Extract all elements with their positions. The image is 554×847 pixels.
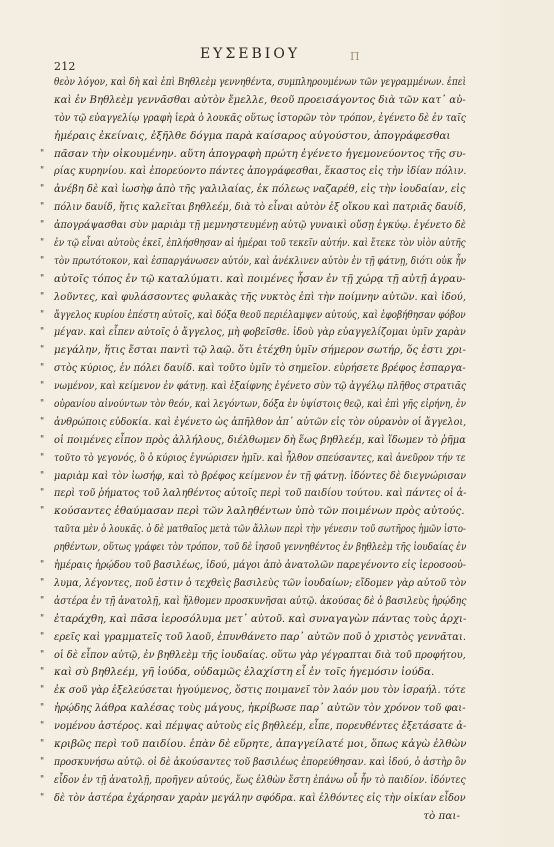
quotation-mark: " xyxy=(40,721,45,732)
line-text: ἐταράχθη, καὶ πᾶσα ἱεροσόλυμα μετ᾿ αὐτοῦ. καὶ συναγαγὼν πάντας τοὺς ἀρχι- xyxy=(54,612,467,625)
line-text: αὐτοῖς τόπος ἐν τῷ καταλύματι. καὶ ποιμένες ἦσαν ἐν τῇ χώρᾳ τῇ αὐτῇ ἀγραυ- xyxy=(54,272,466,285)
quotation-mark: " xyxy=(40,381,45,392)
line-text: περὶ τοῦ ῥήματος τοῦ λαληθέντος αὐτοῖς περὶ τοῦ παιδίου τούτου. καὶ πάντες οἱ ἀ- xyxy=(54,487,467,500)
text-line xyxy=(40,718,467,736)
line-text: μέγαν. καὶ εἶπεν αὐτοῖς ὁ ἄγγελος, μὴ φοβεῖσθε. ἰδοὺ γὰρ εὐαγγελίζομαι ὑμῖν χαρὰν xyxy=(54,326,466,339)
text-line xyxy=(40,629,467,647)
line-text: λυμα, λέγοντες, ποῦ ἐστιν ὁ τεχθεὶς βασιλεὺς τῶν ἰουδαίων; εἴδομεν γὰρ αὐτοῦ τὸν xyxy=(54,576,467,589)
line-text: ἡμέραις ἡρῴδου τοῦ βασιλέως, ἰδού, μάγοι ἀπὸ ἀνατολῶν παρεγένοντο εἰς ἱεροσοοὐ- xyxy=(54,559,466,572)
text-line xyxy=(40,664,466,682)
page-number: 212 xyxy=(54,60,76,73)
text-line xyxy=(40,378,467,396)
quotation-mark: " xyxy=(40,649,45,660)
text-line xyxy=(40,485,467,503)
quotation-mark: " xyxy=(40,220,45,231)
line-text: νομένου ἀστέρος. καὶ πέμψας αὐτοὺς εἰς βηθλεέμ, εἶπε, πορευθέντες ἐξετάσατε ἀ- xyxy=(54,720,467,733)
line-text: ἀνθρώποις εὐδοκία. καὶ ἐγένετο ὡς ἀπῆλθον ἀπ᾿ αὐτῶν εἰς τὸν οὐρανὸν οἱ ἄγγελοι, xyxy=(54,415,467,428)
line-text: εἶδον ἐν τῇ ἀνατολῇ, προῆγεν αὐτούς, ἕως ἐλθὼν ἔστη ἐπάνω οὗ ἦν τὸ παιδίον. ἰδόντες xyxy=(54,773,466,786)
text-line xyxy=(40,450,466,468)
quotation-mark: " xyxy=(40,774,45,785)
line-text: τὸν τῷ εὐαγγελίῳ γραφὴ ἱερὰ ὁ λουκᾶς οὕτως ἱστορῶν τὸν τρόπον, ἐγένετο δὲ ἐν ταῖς xyxy=(54,111,466,124)
text-line xyxy=(40,235,466,253)
text-line xyxy=(40,360,466,378)
text-line xyxy=(40,307,466,325)
quotation-mark: " xyxy=(40,560,45,571)
text-line xyxy=(40,772,466,790)
text-line xyxy=(40,575,467,593)
quotation-mark: " xyxy=(40,577,45,588)
text-line xyxy=(54,128,466,146)
text-line xyxy=(40,271,466,289)
line-text: προσκυνήσω αὐτῷ. οἱ δὲ ἀκούσαντες τοῦ βασιλέως ἐπορεύθησαν. καὶ ἰδού, ὁ ἀστὴρ ὃν xyxy=(54,755,467,768)
line-text: ἐκ σοῦ γὰρ ἐξελεύσεται ἡγούμενος, ὅστις ποιμανεῖ τὸν λαόν μου τὸν ἰσραήλ. τότε xyxy=(54,684,466,697)
text-line xyxy=(54,92,466,110)
text-line xyxy=(40,647,466,665)
line-text: στὸς κύριος, ἐν πόλει δαυίδ. καὶ τοῦτο ὑμῖν τὸ σημεῖον. εὑρήσετε βρέφος ἐσπαργα- xyxy=(54,362,466,375)
quotation-mark: " xyxy=(40,399,45,410)
quotation-mark: " xyxy=(40,613,45,624)
text-line xyxy=(40,682,466,700)
line-text: καὶ ἐν Βηθλεὲμ γεννᾶσθαι αὐτὸν ἔμελλε, θεοῦ προεισάγοντος διὰ τῶν κατ᾿ αὐ- xyxy=(54,93,466,106)
text-line xyxy=(40,557,466,575)
text-line xyxy=(40,199,467,217)
library-stamp: Π xyxy=(350,50,360,63)
quotation-mark: " xyxy=(40,667,45,678)
text-line xyxy=(40,503,466,521)
text-line xyxy=(40,342,466,360)
line-text: τοῦτο τὸ γεγονός, ὃ ὁ κύριος ἐγνώρισεν ἡμῖν. καὶ ἦλθον σπεύσαντες, καὶ ἀνεῦρον τήν τε xyxy=(54,451,466,464)
running-head: ΕΥΣΕΒΙΟΥ xyxy=(199,46,301,62)
quotation-mark: " xyxy=(40,738,45,749)
quotation-mark: " xyxy=(40,166,45,177)
body-text xyxy=(40,74,467,825)
quotation-mark: " xyxy=(40,363,45,374)
line-text: ρηθέντων, οὕτως γράφει τὸν τρόπον, τοῦ δὲ ἰησοῦ γεννηθέντος ἐν βηθλεὲμ τῆς ἰουδαίας ἐν xyxy=(54,541,467,554)
text-line xyxy=(54,74,466,92)
quotation-mark: " xyxy=(40,452,45,463)
line-text: τὸ παι- xyxy=(423,809,460,822)
text-line xyxy=(40,396,467,414)
quotation-mark: " xyxy=(40,327,45,338)
quotation-mark: " xyxy=(40,434,45,445)
quotation-mark: " xyxy=(40,184,45,195)
line-text: μεγάλην, ἥτις ἔσται παντὶ τῷ λαῷ. ὅτι ἐτέχθη ὑμῖν σήμερον σωτήρ, ὅς ἐστι χρι- xyxy=(54,344,466,357)
quotation-mark: " xyxy=(40,631,45,642)
text-line xyxy=(40,181,466,199)
quotation-mark: " xyxy=(40,595,45,606)
text-line xyxy=(40,324,466,342)
text-line xyxy=(54,539,466,557)
text-line xyxy=(40,414,467,432)
quotation-mark: " xyxy=(40,756,45,767)
text-line xyxy=(54,521,466,539)
line-text: οἱ ποιμένες εἶπον πρὸς ἀλλήλους, διέλθωμεν δὴ ἕως βηθλεέμ, καὶ ἴδωμεν τὸ ῥῆμα xyxy=(54,433,466,446)
page-header xyxy=(0,36,500,73)
quotation-mark: " xyxy=(40,309,45,320)
line-text: δὲ τὸν ἀστέρα ἐχάρησαν χαρὰν μεγάλην σφόδρα. καὶ ἐλθόντες εἰς τὴν οἰκίαν εἶδον xyxy=(54,791,466,804)
quotation-mark: " xyxy=(40,703,45,714)
line-text: ἀπογράψασθαι σὺν μαριὰμ τῇ μεμνηστευμένῃ αὐτῷ γυναικὶ οὔσῃ ἐγκύῳ. ἐγένετο δὲ xyxy=(54,219,466,232)
line-text: ἡρῴδης λάθρα καλέσας τοὺς μάγους, ἠκρίβωσε παρ᾿ αὐτῶν τὸν χρόνον τοῦ φαι- xyxy=(54,702,466,715)
line-text: ἡμέραις ἐκείναις, ἐξῆλθε δόγμα παρὰ καίσαρος αὐγούστου, ἀπογράφεσθαι xyxy=(54,129,451,142)
text-line xyxy=(40,217,466,235)
text-line xyxy=(40,736,467,754)
quotation-mark: " xyxy=(40,238,45,249)
quotation-mark: " xyxy=(40,506,45,517)
line-text: οἱ δὲ εἶπον αὐτῷ, ἐν βηθλεὲμ τῆς ἰουδαίας. οὕτω γὰρ γέγραπται διὰ τοῦ προφήτου, xyxy=(54,648,466,661)
text-line xyxy=(54,110,466,128)
quotation-mark: " xyxy=(40,202,45,213)
line-text: κούσαντες ἐθαύμασαν περὶ τῶν λαληθέντων ὑπὸ τῶν ποιμένων πρὸς αὐτούς. xyxy=(54,505,465,518)
text-line xyxy=(40,754,467,772)
quotation-mark: " xyxy=(40,273,45,284)
line-text: καὶ σὺ βηθλεέμ, γῆ ἰούδα, οὐδαμῶς ἐλαχίστη εἶ ἐν τοῖς ἡγεμόσιν ἰούδα. xyxy=(54,666,435,679)
text-line xyxy=(40,790,466,808)
text-line xyxy=(40,593,467,611)
quotation-mark: " xyxy=(40,255,45,266)
line-text: ἀνέβη δὲ καὶ ἰωσὴφ ἀπὸ τῆς γαλιλαίας, ἐκ πόλεως ναζαρέθ, εἰς τὴν ἰουδαίαν, εἰς xyxy=(54,183,466,196)
line-text: ταῦτα μὲν ὁ λουκᾶς. ὁ δὲ ματθαῖος μετὰ τῶν ἄλλων περὶ τὴν γένεσιν τοῦ σωτῆρος ἡμῶν ἱστο- xyxy=(54,523,466,536)
text-line xyxy=(40,163,467,181)
quotation-mark: " xyxy=(40,148,45,159)
line-text: μαριὰμ καὶ τὸν ἰωσήφ, καὶ τὸ βρέφος κείμενον ἐν τῇ φάτνῃ. ἰδόντες δὲ διεγνώρισαν xyxy=(54,469,467,482)
line-text: λοῦντες, καὶ φυλάσσοντες φυλακὰς τῆς νυκτὸς ἐπὶ τὴν ποίμνην αὐτῶν. καὶ ἰδού, xyxy=(54,290,466,303)
quotation-mark: " xyxy=(40,291,45,302)
line-text: νωμένον, καὶ κείμενον ἐν φάτνῃ. καὶ ἐξαίφνης ἐγένετο σὺν τῷ ἀγγέλῳ πλῆθος στρατιᾶς xyxy=(54,380,467,393)
line-text: ἄγγελος κυρίου ἐπέστη αὐτοῖς, καὶ δόξα θεοῦ περιέλαμψεν αὐτούς, καὶ ἐφοβήθησαν φόβον xyxy=(54,308,466,321)
line-text: πόλιν δαυίδ, ἥτις καλεῖται βηθλεέμ, διὰ τὸ εἶναι αὐτὸν ἐξ οἴκου καὶ πατριᾶς δαυίδ, xyxy=(54,201,467,214)
quotation-mark: " xyxy=(40,470,45,481)
text-line xyxy=(40,146,466,164)
quotation-mark: " xyxy=(40,685,45,696)
line-text: κριβῶς περὶ τοῦ παιδίου. ἐπὰν δὲ εὕρητε, ἀπαγγείλατέ μοι, ὅπως κἀγὼ ἐλθὼν xyxy=(54,737,467,750)
line-text: οὐρανίου αἰνούντων τὸν θεόν, καὶ λεγόντων, δόξα ἐν ὑψίστοις θεῷ, καὶ ἐπὶ γῆς εἰρήνη, ἐν xyxy=(54,398,467,411)
text-line xyxy=(40,432,466,450)
text-line xyxy=(40,611,467,629)
line-text: ερεῖς καὶ γραμματεῖς τοῦ λαοῦ, ἐπυνθάνετο παρ᾿ αὐτῶν ποῦ ὁ χριστὸς γεννᾶται. xyxy=(54,630,467,643)
text-line xyxy=(54,808,466,826)
line-text: τὸν πρωτότοκον, καὶ ἐσπαργάνωσεν αὐτόν, καὶ ἀνέκλινεν αὐτὸν ἐν τῇ φάτνῃ, διότι οὐκ ἦν xyxy=(54,254,467,267)
text-line xyxy=(40,289,466,307)
line-text: ἐν τῷ εἶναι αὐτοὺς ἐκεῖ, ἐπλήσθησαν αἱ ἡμέραι τοῦ τεκεῖν αὐτήν. καὶ ἔτεκε τὸν υἱὸν αὐτῆς xyxy=(54,237,466,250)
text-line xyxy=(40,468,467,486)
quotation-mark: " xyxy=(40,416,45,427)
line-text: ρίας κυρηνίου. καὶ ἐπορεύοντο πάντες ἀπογράφεσθαι, ἕκαστος εἰς τὴν ἰδίαν πόλιν. xyxy=(54,165,467,178)
line-text: ἀστέρα ἐν τῇ ἀνατολῇ, καὶ ἤλθομεν προσκυνῆσαι αὐτῷ. ἀκούσας δὲ ὁ βασιλεὺς ἡρῴδης xyxy=(54,594,467,607)
quotation-mark: " xyxy=(40,792,45,803)
quotation-mark: " xyxy=(40,488,45,499)
line-text: πᾶσαν τὴν οἰκουμένην. αὕτη ἀπογραφὴ πρώτη ἐγένετο ἡγεμονεύοντος τῆς συ- xyxy=(54,147,466,160)
line-text: θεὸν λόγον, καὶ δὴ καὶ ἐπὶ Βηθλεὲμ γεννηθέντα, συμπληρουμένων τῶν γεγραμμένων. ἐπεὶ xyxy=(54,76,467,88)
text-line xyxy=(40,700,466,718)
quotation-mark: " xyxy=(40,345,45,356)
text-line xyxy=(40,253,467,271)
